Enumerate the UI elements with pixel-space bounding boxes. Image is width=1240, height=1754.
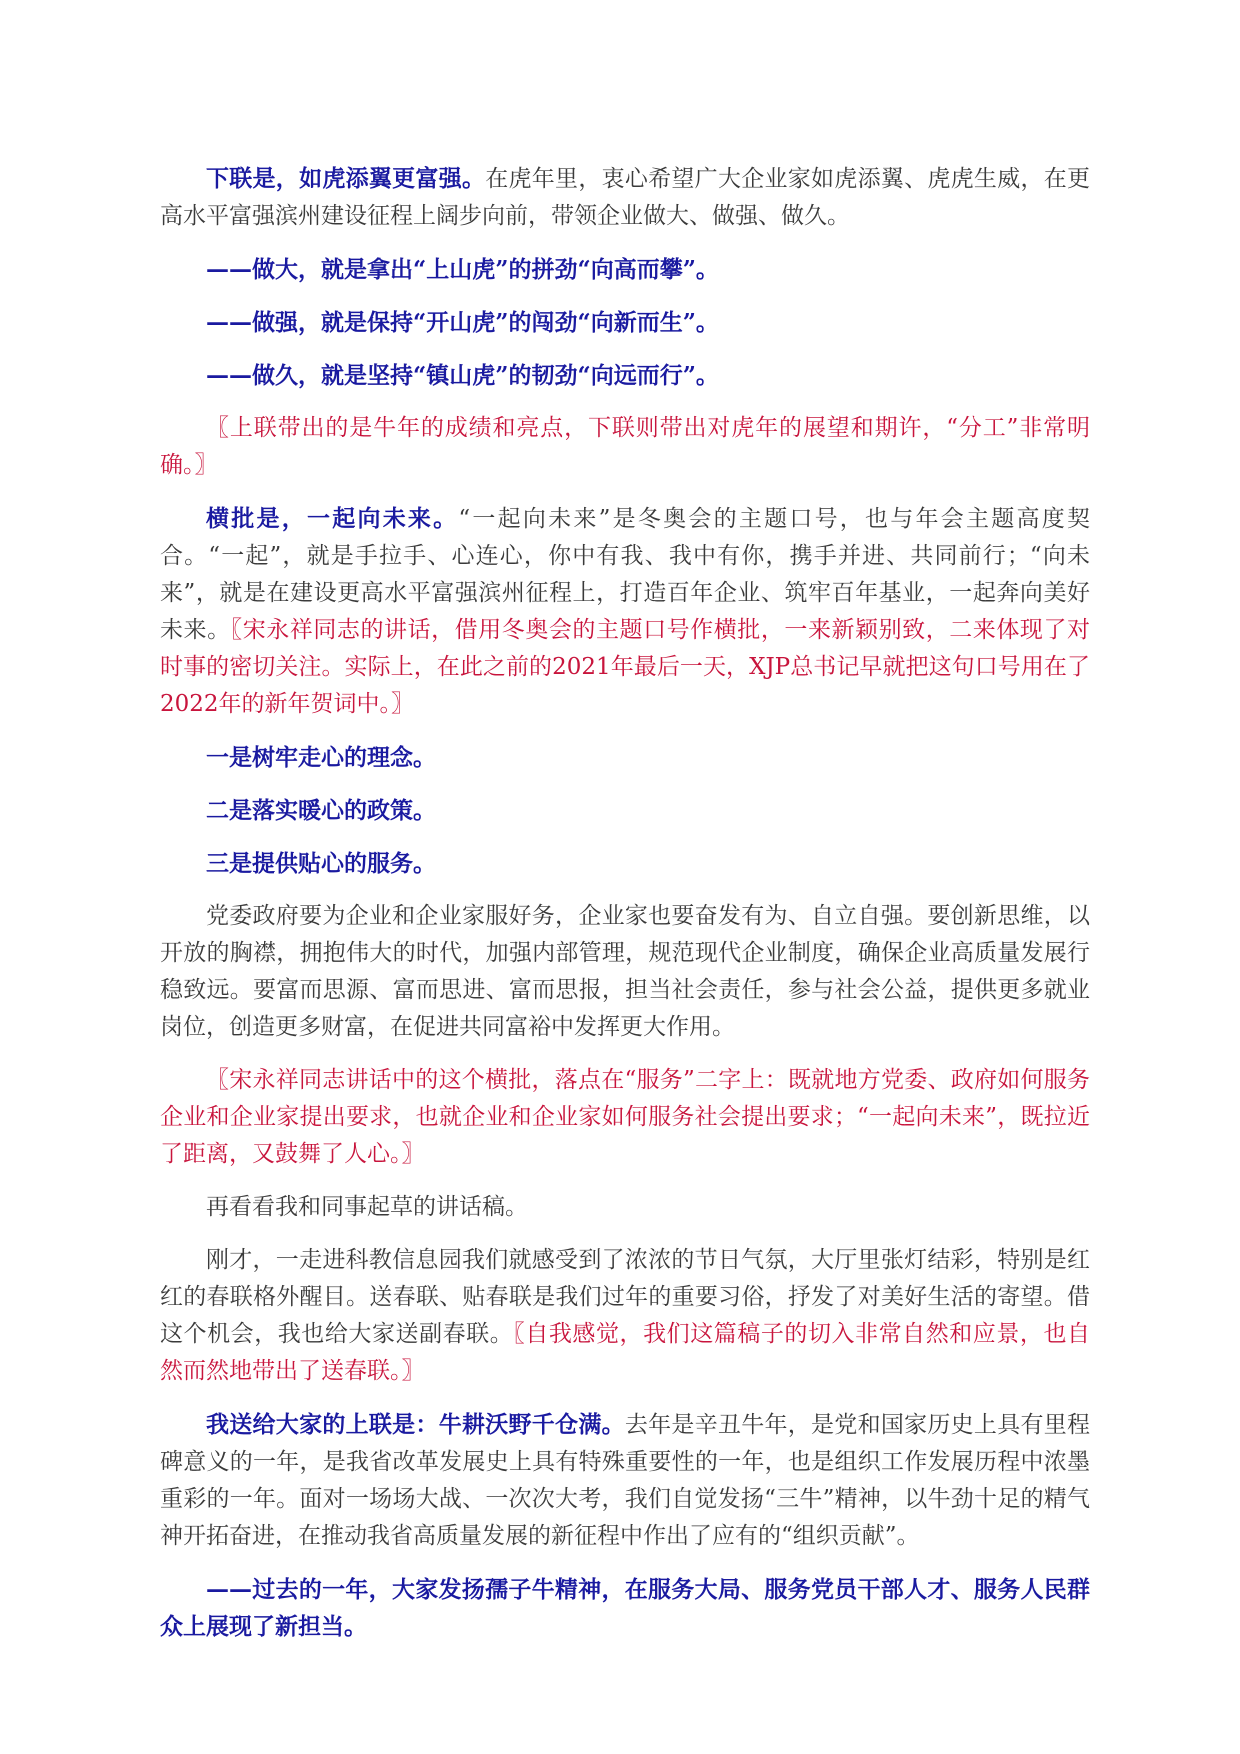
point-zuoda: ——做大，就是拿出“上山虎”的拼劲“向高而攀”。	[206, 256, 719, 283]
commentary-note: 〖宋永祥同志讲话中的这个横批，落点在“服务”二字上：既就地方党委、政府如何服务企业和企业家提出要求，也就企业和企业家如何服务社会提出要求；“一起向未来”，既拉近了距离，又鼓舞了人心。〗	[160, 1067, 1090, 1167]
commentary-note: 〖自我感觉，我们这篇稿子的切入非常自然和应景，也自然而然地带出了送春联。〗	[160, 1321, 1091, 1384]
point-zuoqiang: ——做强，就是保持“开山虎”的闯劲“向新而生”。	[206, 309, 719, 336]
paragraph-lead: 下联是，如虎添翼更富强。	[206, 165, 486, 192]
paragraph-body: 在虎年里，衷心希望广大企业家如虎添翼、虎虎生威，在更高水平富强滨州建设征程上阔步向前，带领企业做大、做强、做久。	[160, 166, 1091, 229]
paragraph-hengpi	[160, 500, 1090, 723]
point-past-year: ——过去的一年，大家发扬孺子牛精神，在服务大局、服务党员干部人才、服务人民群众上展现了新担当。	[160, 1576, 1090, 1640]
paragraph-intro	[160, 1242, 1090, 1390]
paragraph-transition: 再看看我和同事起草的讲话稿。	[206, 1194, 528, 1220]
point-1: 一是树牢走心的理念。	[206, 744, 436, 771]
point-zuojiu: ——做久，就是坚持“镇山虎”的韧劲“向远而行”。	[206, 362, 719, 389]
point-2: 二是落实暖心的政策。	[206, 797, 436, 824]
paragraph-body: 刚才，一走进科教信息园我们就感受到了浓浓的节日气氛，大厅里张灯结彩，特别是红红的春联格外醒目。送春联、贴春联是我们过年的重要习俗，抒发了对美好生活的寄望。借这个机会，我也给大家送副春联。	[160, 1247, 1090, 1347]
paragraph-xialian	[160, 160, 1090, 235]
paragraph-body: 党委政府要为企业和企业家服好务，企业家也要奋发有为、自立自强。要创新思维，以开放的胸襟，拥抱伟大的时代，加强内部管理，规范现代企业制度，确保企业高质量发展行稳致远。要富而思源、富而思进、富而思报，担当社会责任，参与社会公益，提供更多就业岗位，创造更多财富，在促进共同富裕中发挥更大作用。	[160, 903, 1090, 1040]
paragraph-shanglian	[160, 1406, 1090, 1555]
paragraph-body: 去年是辛丑牛年，是党和国家历史上具有里程碑意义的一年，是我省改革发展史上具有特殊重要性的一年，也是组织工作发展历程中浓墨重彩的一年。面对一场场大战、一次次大考，我们自觉发扬“三牛”精神，以牛劲十足的精气神开拓奋进，在推动我省高质量发展的新征程中作出了应有的“组织贡献”。	[160, 1412, 1091, 1549]
paragraph-lead: 横批是，一起向未来。	[206, 505, 459, 532]
commentary-note: 〖上联带出的是牛年的成绩和亮点，下联则带出对虎年的展望和期许，“分工”非常明确。〗	[160, 415, 1090, 478]
commentary-note: 〖宋永祥同志的讲话，借用冬奥会的主题口号作横批，一来新颖别致，二来体现了对时事的密切关注。实际上，在此之前的2021年最后一天，XJP总书记早就把这句口号用在了2022年的新年贺词中。〗	[160, 617, 1091, 717]
paragraph-body: “一起向未来”是冬奥会的主题口号，也与年会主题高度契合。“一起”，就是手拉手、心连心，你中有我、我中有你，携手并进、共同前行；“向未来”，就是在建设更高水平富强滨州征程上，打造百年企业、筑牢百年基业，一起奔向美好未来。	[160, 506, 1090, 643]
point-3: 三是提供贴心的服务。	[206, 850, 436, 877]
paragraph-lead: 我送给大家的上联是：牛耕沃野千仓满。	[206, 1411, 625, 1438]
